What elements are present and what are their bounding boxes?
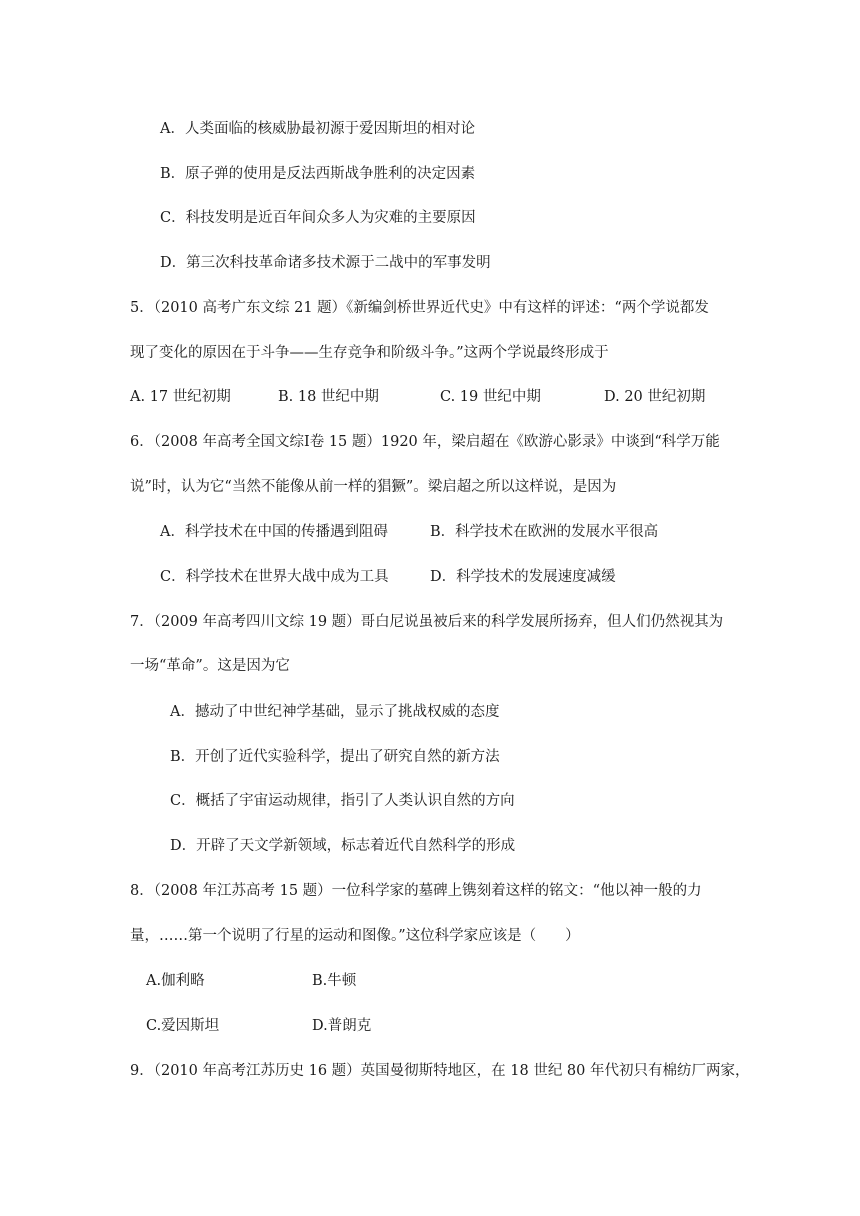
q7-option-d: D．开辟了天文学新领域，标志着近代自然科学的形成 [170,838,516,854]
q6-option-b: B．科学技术在欧洲的发展水平很高 [430,524,659,540]
q4-option-c: C．科技发明是近百年间众多人为灾难的主要原因 [160,210,476,226]
q7-option-b: B．开创了近代实验科学，提出了研究自然的新方法 [170,749,500,765]
q7-option-a: A．撼动了中世纪神学基础，显示了挑战权威的态度 [170,704,500,720]
q7-stem-line2: 一场“革命”。这是因为它 [130,658,290,674]
q5-option-a: A. 17 世纪初期 [130,389,231,405]
q7-option-c: C．概括了宇宙运动规律，指引了人类认识自然的方向 [170,793,515,809]
q5-stem-line1: 5．（2010 高考广东文综 21 题）《新编剑桥世界近代史》中有这样的评述：“两个学说都发 [130,300,709,316]
q6-stem-line2: 说”时，认为它“当然不能像从前一样的猖獗”。梁启超之所以这样说，是因为 [130,479,617,495]
q8-stem-line2: 量，……第一个说明了行星的运动和图像。”这位科学家应该是（ ） [130,928,580,944]
q4-option-a: A．人类面临的核威胁最初源于爱因斯坦的相对论 [160,121,475,137]
q9-stem-line1: 9．（2010 年高考江苏历史 16 题）英国曼彻斯特地区，在 18 世纪 80 年代初只有棉纺厂两家， [130,1063,750,1079]
q8-option-a: A.伽利略 [146,973,205,989]
q8-option-d: D.普朗克 [312,1018,372,1034]
q6-option-d: D．科学技术的发展速度减缓 [430,569,616,585]
q6-stem-line1: 6．（2008 年高考全国文综Ⅰ卷 15 题）1920 年，梁启超在《欧游心影录》中谈到“科学万能 [130,434,720,450]
q8-option-b: B.牛顿 [312,973,357,989]
q4-option-d: D．第三次科技革命诸多技术源于二战中的军事发明 [160,255,491,271]
q5-stem-line2: 现了变化的原因在于斗争——生存竞争和阶级斗争。”这两个学说最终形成于 [130,345,609,361]
q5-option-c: C. 19 世纪中期 [440,389,541,405]
q7-stem-line1: 7．（2009 年高考四川文综 19 题）哥白尼说虽被后来的科学发展所扬弃，但人们仍然视其为 [130,614,724,630]
q8-stem-line1: 8．（2008 年江苏高考 15 题）一位科学家的墓碑上镌刻着这样的铭文：“他以神一般的力 [130,883,702,899]
q4-option-b: B．原子弹的使用是反法西斯战争胜利的决定因素 [160,166,476,182]
q6-option-a: A．科学技术在中国的传播遇到阻碍 [160,524,388,540]
q8-option-c: C.爱因斯坦 [146,1018,220,1034]
q5-option-d: D. 20 世纪初期 [604,389,706,405]
q5-option-b: B. 18 世纪中期 [278,389,379,405]
q6-option-c: C．科学技术在世界大战中成为工具 [160,569,389,585]
